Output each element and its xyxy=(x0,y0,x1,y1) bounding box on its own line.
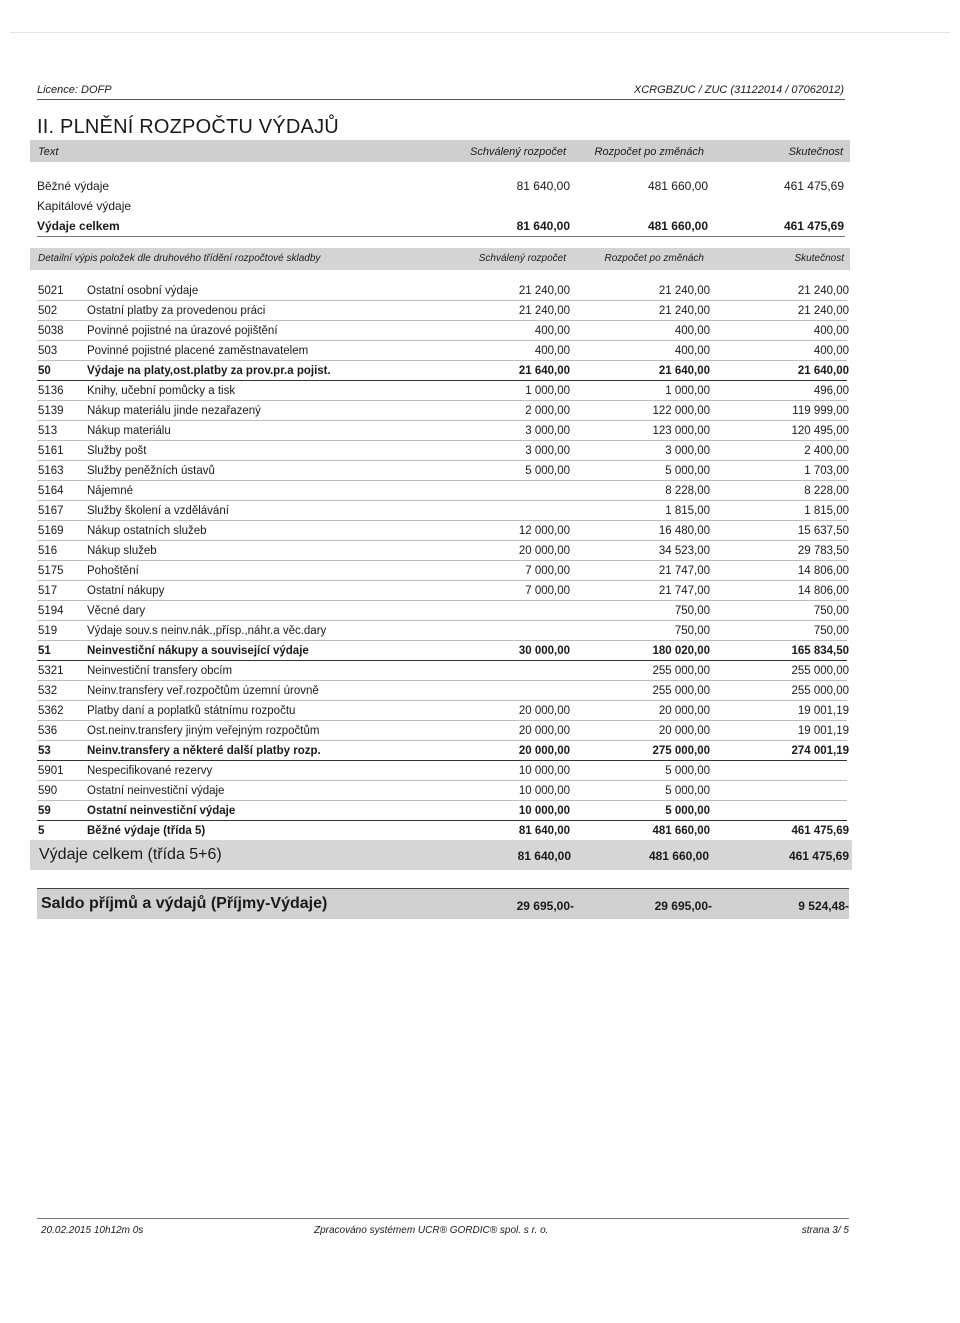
table-row xyxy=(0,301,960,321)
row-approved: 12 000,00 xyxy=(518,525,570,537)
row-actual: 21 240,00 xyxy=(797,305,849,317)
row-code: 5 xyxy=(38,825,45,837)
row-code: 5362 xyxy=(38,705,64,717)
row-actual: 19 001,19 xyxy=(797,705,849,717)
row-approved: 2 000,00 xyxy=(525,405,570,417)
row-code: 502 xyxy=(38,305,58,317)
row-code: 50 xyxy=(38,365,51,377)
row-actual: 400,00 xyxy=(813,345,849,357)
row-actual: 14 806,00 xyxy=(797,565,849,577)
row-label: Nákup ostatních služeb xyxy=(87,525,207,537)
row-label: Nájemné xyxy=(87,485,134,497)
row-approved: 1 000,00 xyxy=(525,385,570,397)
row-label: Služby školení a vzdělávání xyxy=(87,505,229,517)
row-after-changes: 21 747,00 xyxy=(658,565,710,577)
grand-total-after-changes: 481 660,00 xyxy=(648,849,709,863)
row-approved: 21 240,00 xyxy=(518,305,570,317)
row-actual: 274 001,19 xyxy=(791,745,849,757)
table-row xyxy=(0,741,960,761)
row-approved: 400,00 xyxy=(534,325,570,337)
row-label: Platby daní a poplatků státnímu rozpočtu xyxy=(87,705,296,717)
row-code: 513 xyxy=(38,425,58,437)
row-actual: 120 495,00 xyxy=(791,425,849,437)
report-id: XCRGBZUC / ZUC (31122014 / 07062012) xyxy=(633,84,844,96)
grand-total-approved: 81 640,00 xyxy=(517,849,571,863)
row-after-changes: 180 020,00 xyxy=(652,645,710,657)
row-code: 5164 xyxy=(38,485,64,497)
row-label: Nákup materiálu jinde nezařazený xyxy=(87,405,261,417)
row-after-changes: 20 000,00 xyxy=(658,705,710,717)
row-code: 5161 xyxy=(38,445,64,457)
row-label: Výdaje souv.s neinv.nák.,přísp.,náhr.a věc.dary xyxy=(87,625,327,637)
table-row xyxy=(0,601,960,621)
row-actual: 14 806,00 xyxy=(797,585,849,597)
table-row xyxy=(0,461,960,481)
row-approved: 20 000,00 xyxy=(518,545,570,557)
row-label: Ostatní platby za provedenou práci xyxy=(87,305,266,317)
row-label: Věcné dary xyxy=(87,605,146,617)
row-approved: 20 000,00 xyxy=(518,725,570,737)
row-code: 536 xyxy=(38,725,58,737)
row-after-changes: 21 747,00 xyxy=(658,585,710,597)
row-label: Ostatní neinvestiční výdaje xyxy=(87,785,225,797)
row-code: 5139 xyxy=(38,405,64,417)
table-row xyxy=(0,341,960,361)
grand-total-label: Výdaje celkem (třída 5+6) xyxy=(39,846,222,863)
row-approved: 7 000,00 xyxy=(525,565,570,577)
row-label: Povinné pojistné placené zaměstnavatelem xyxy=(87,345,309,357)
row-after-changes: 20 000,00 xyxy=(658,725,710,737)
table-row xyxy=(0,361,960,381)
summary-actual-total: 461 475,69 xyxy=(783,219,844,233)
footer-divider xyxy=(37,1218,849,1219)
row-approved: 21 240,00 xyxy=(518,285,570,297)
row-label: Nákup služeb xyxy=(87,545,157,557)
row-after-changes: 122 000,00 xyxy=(652,405,710,417)
row-after-changes: 123 000,00 xyxy=(652,425,710,437)
row-label: Nákup materiálu xyxy=(87,425,171,437)
saldo-bar xyxy=(37,888,849,919)
row-code: 5321 xyxy=(38,665,64,677)
row-code: 519 xyxy=(38,625,58,637)
summary-col-approved: Schválený rozpočet xyxy=(470,146,566,158)
row-after-changes: 5 000,00 xyxy=(665,805,710,817)
table-row xyxy=(0,321,960,341)
row-after-changes: 21 640,00 xyxy=(658,365,710,377)
row-actual: 165 834,50 xyxy=(791,645,849,657)
saldo-actual: 9 524,48- xyxy=(798,899,849,913)
row-code: 59 xyxy=(38,805,51,817)
row-after-changes: 750,00 xyxy=(674,625,710,637)
summary-divider xyxy=(37,236,845,237)
saldo-label: Saldo příjmů a výdajů (Příjmy-Výdaje) xyxy=(41,895,328,912)
row-label: Neinvestiční nákupy a související výdaje xyxy=(87,645,309,657)
row-label: Ostatní nákupy xyxy=(87,585,165,597)
table-row xyxy=(0,401,960,421)
table-row xyxy=(0,721,960,741)
table-row xyxy=(0,281,960,301)
row-after-changes: 8 228,00 xyxy=(665,485,710,497)
row-actual: 21 240,00 xyxy=(797,285,849,297)
summary-after-current: 481 660,00 xyxy=(647,179,708,193)
row-after-changes: 750,00 xyxy=(674,605,710,617)
row-code: 5169 xyxy=(38,525,64,537)
footer-page: strana 3/ 5 xyxy=(801,1225,849,1236)
row-code: 5901 xyxy=(38,765,64,777)
row-label: Knihy, učební pomůcky a tisk xyxy=(87,385,236,397)
row-code: 5194 xyxy=(38,605,64,617)
row-actual: 255 000,00 xyxy=(791,665,849,677)
licence-label: Licence: DOFP xyxy=(37,84,112,96)
row-code: 532 xyxy=(38,685,58,697)
row-approved: 3 000,00 xyxy=(525,425,570,437)
row-actual: 400,00 xyxy=(813,325,849,337)
row-approved: 5 000,00 xyxy=(525,465,570,477)
row-label: Neinvestiční transfery obcím xyxy=(87,665,233,677)
row-after-changes: 255 000,00 xyxy=(652,665,710,677)
saldo-after-changes: 29 695,00- xyxy=(654,899,712,913)
table-row xyxy=(0,821,960,841)
row-actual: 750,00 xyxy=(813,625,849,637)
row-after-changes: 5 000,00 xyxy=(665,785,710,797)
row-code: 5136 xyxy=(38,385,64,397)
row-actual: 119 999,00 xyxy=(792,405,849,417)
detail-col-text: Detailní výpis položek dle druhového třídění rozpočtové skladby xyxy=(38,253,321,264)
row-actual: 1 815,00 xyxy=(804,505,849,517)
detail-col-after-changes: Rozpočet po změnách xyxy=(604,253,704,264)
table-row xyxy=(0,761,960,781)
row-actual: 15 637,50 xyxy=(797,525,849,537)
footer-date: 20.02.2015 10h12m 0s xyxy=(41,1225,144,1236)
table-row xyxy=(0,641,960,661)
table-row xyxy=(0,501,960,521)
row-actual: 19 001,19 xyxy=(797,725,849,737)
row-label: Nespecifikované rezervy xyxy=(87,765,213,777)
row-actual: 496,00 xyxy=(813,385,849,397)
row-label: Běžné výdaje (třída 5) xyxy=(87,825,206,837)
header-divider xyxy=(37,99,845,100)
row-approved: 3 000,00 xyxy=(525,445,570,457)
row-code: 503 xyxy=(38,345,58,357)
row-after-changes: 400,00 xyxy=(674,345,710,357)
row-label: Služby pošt xyxy=(87,445,147,457)
summary-approved-total: 81 640,00 xyxy=(516,219,570,233)
row-actual: 29 783,50 xyxy=(797,545,849,557)
row-approved: 400,00 xyxy=(534,345,570,357)
summary-header-bar xyxy=(30,140,850,162)
row-label: Ostatní osobní výdaje xyxy=(87,285,199,297)
row-approved: 10 000,00 xyxy=(518,785,570,797)
row-after-changes: 400,00 xyxy=(674,325,710,337)
row-after-changes: 5 000,00 xyxy=(665,465,710,477)
row-code: 5163 xyxy=(38,465,64,477)
saldo-approved: 29 695,00- xyxy=(516,899,574,913)
table-row xyxy=(0,541,960,561)
footer-system: Zpracováno systémem UCR® GORDIC® spol. s r. o. xyxy=(314,1225,549,1236)
row-approved: 81 640,00 xyxy=(518,825,570,837)
row-code: 53 xyxy=(38,745,51,757)
table-row xyxy=(0,561,960,581)
summary-label-capital: Kapitálové výdaje xyxy=(37,199,132,213)
row-after-changes: 481 660,00 xyxy=(652,825,710,837)
top-divider xyxy=(10,32,950,33)
table-row xyxy=(0,781,960,801)
summary-label-total: Výdaje celkem xyxy=(37,219,120,233)
section-title: II. PLNĚNÍ ROZPOČTU VÝDAJŮ xyxy=(37,116,339,138)
row-label: Výdaje na platy,ost.platby za prov.pr.a pojist. xyxy=(87,365,331,377)
row-actual: 750,00 xyxy=(813,605,849,617)
row-label: Služby peněžních ústavů xyxy=(87,465,215,477)
row-label: Pohoštění xyxy=(87,565,139,577)
table-row xyxy=(0,481,960,501)
row-actual: 21 640,00 xyxy=(797,365,849,377)
row-code: 5038 xyxy=(38,325,64,337)
row-code: 516 xyxy=(38,545,58,557)
row-after-changes: 1 815,00 xyxy=(665,505,710,517)
summary-col-actual: Skutečnost xyxy=(788,146,843,158)
row-code: 5021 xyxy=(38,285,64,297)
grand-total-bar xyxy=(30,840,852,870)
table-row xyxy=(0,661,960,681)
row-actual: 255 000,00 xyxy=(791,685,849,697)
detail-table xyxy=(0,281,960,841)
row-after-changes: 5 000,00 xyxy=(665,765,710,777)
row-code: 590 xyxy=(38,785,58,797)
row-label: Neinv.transfery veř.rozpočtům územní úrovně xyxy=(87,685,319,697)
row-actual: 8 228,00 xyxy=(804,485,849,497)
table-row xyxy=(0,421,960,441)
row-code: 51 xyxy=(38,645,51,657)
summary-approved-current: 81 640,00 xyxy=(516,179,570,193)
row-actual: 461 475,69 xyxy=(791,825,849,837)
table-row xyxy=(0,681,960,701)
row-approved: 10 000,00 xyxy=(518,765,570,777)
row-after-changes: 16 480,00 xyxy=(658,525,710,537)
table-row xyxy=(0,581,960,601)
row-approved: 30 000,00 xyxy=(518,645,570,657)
summary-col-text: Text xyxy=(38,146,59,158)
summary-after-total: 481 660,00 xyxy=(647,219,708,233)
row-label: Neinv.transfery a některé další platby rozp. xyxy=(87,745,321,757)
row-actual: 2 400,00 xyxy=(804,445,849,457)
table-row xyxy=(0,521,960,541)
detail-col-approved: Schválený rozpočet xyxy=(478,253,566,264)
row-approved: 21 640,00 xyxy=(518,365,570,377)
row-approved: 20 000,00 xyxy=(518,705,570,717)
detail-col-actual: Skutečnost xyxy=(794,253,844,264)
row-after-changes: 21 240,00 xyxy=(658,305,710,317)
row-code: 5175 xyxy=(38,565,64,577)
table-row xyxy=(0,801,960,821)
row-code: 517 xyxy=(38,585,58,597)
row-label: Ost.neinv.transfery jiným veřejným rozpočtům xyxy=(87,725,320,737)
row-label: Povinné pojistné na úrazové pojištění xyxy=(87,325,278,337)
row-approved: 20 000,00 xyxy=(518,745,570,757)
row-label: Ostatní neinvestiční výdaje xyxy=(87,805,236,817)
grand-total-actual: 461 475,69 xyxy=(788,849,849,863)
summary-col-after-changes: Rozpočet po změnách xyxy=(594,146,704,158)
table-row xyxy=(0,621,960,641)
table-row xyxy=(0,381,960,401)
row-after-changes: 1 000,00 xyxy=(665,385,710,397)
summary-actual-current: 461 475,69 xyxy=(783,179,844,193)
row-code: 5167 xyxy=(38,505,64,517)
table-row xyxy=(0,701,960,721)
row-actual: 1 703,00 xyxy=(804,465,849,477)
row-after-changes: 275 000,00 xyxy=(652,745,710,757)
row-after-changes: 3 000,00 xyxy=(665,445,710,457)
row-approved: 10 000,00 xyxy=(518,805,570,817)
row-after-changes: 34 523,00 xyxy=(658,545,710,557)
row-approved: 7 000,00 xyxy=(525,585,570,597)
row-after-changes: 255 000,00 xyxy=(652,685,710,697)
row-after-changes: 21 240,00 xyxy=(658,285,710,297)
summary-label-current: Běžné výdaje xyxy=(37,179,110,193)
table-row xyxy=(0,441,960,461)
